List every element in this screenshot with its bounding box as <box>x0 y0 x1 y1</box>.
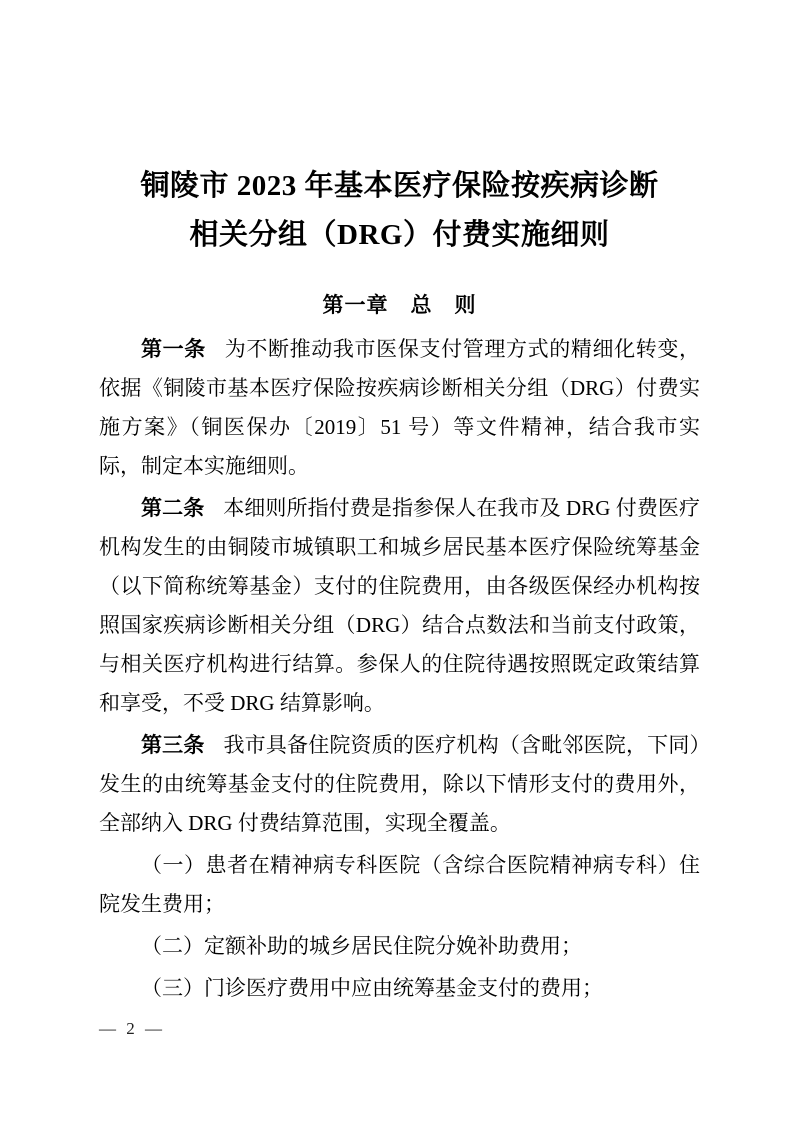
article-3-paragraph <box>99 726 700 843</box>
chapter-heading: 第一章 总 则 <box>322 293 477 317</box>
document-title-line1: 铜陵市 2023 年基本医疗保险按疾病诊断 <box>140 170 659 202</box>
article-1-paragraph <box>99 330 700 486</box>
article-2-text: 本细则所指付费是指参保人在我市及 DRG 付费医疗机构发生的由铜陵市城镇职工和城乡居民基本医疗保险统筹基金（以下简称统筹基金）支付的住院费用，由各级医保经办机构按照国家疾病诊断相关分组（DRG）结合点数法和当前支付政策，与相关医疗机构进行结算。参保人的住院待遇按照既定政策结算和享受，不受 DRG 结算影响。 <box>99 496 701 715</box>
list-item-3-text: （三）门诊医疗费用中应由统筹基金支付的费用； <box>141 976 603 1000</box>
document-body <box>99 330 700 1008</box>
list-item-3 <box>99 969 700 1008</box>
list-item-2-text: （二）定额补助的城乡居民住院分娩补助费用； <box>141 934 582 958</box>
article-1-label: 第一条 <box>141 337 206 361</box>
document-title <box>99 162 700 260</box>
list-item-1-text: （一）患者在精神病专科医院（含综合医院精神病专科）住院发生费用； <box>99 853 700 916</box>
page-number: — 2 — <box>99 1019 165 1038</box>
article-1-text: 为不断推动我市医保支付管理方式的精细化转变，依据《铜陵市基本医疗保险按疾病诊断相关分组（DRG）付费实施方案》（铜医保办〔2019〕51 号）等文件精神，结合我市实际，制定本实施细则。 <box>99 337 700 478</box>
article-3-label: 第三条 <box>141 733 205 757</box>
document-content <box>99 162 700 1008</box>
document-title-line2: 相关分组（DRG）付费实施细则 <box>189 219 610 251</box>
list-item-1 <box>99 846 700 924</box>
article-2-paragraph <box>99 489 700 723</box>
article-3-text: 我市具备住院资质的医疗机构（含毗邻医院，下同）发生的由统筹基金支付的住院费用，除以下情形支付的费用外，全部纳入 DRG 付费结算范围，实现全覆盖。 <box>99 733 701 835</box>
list-item-2 <box>99 927 700 966</box>
article-2-label: 第二条 <box>141 496 205 520</box>
